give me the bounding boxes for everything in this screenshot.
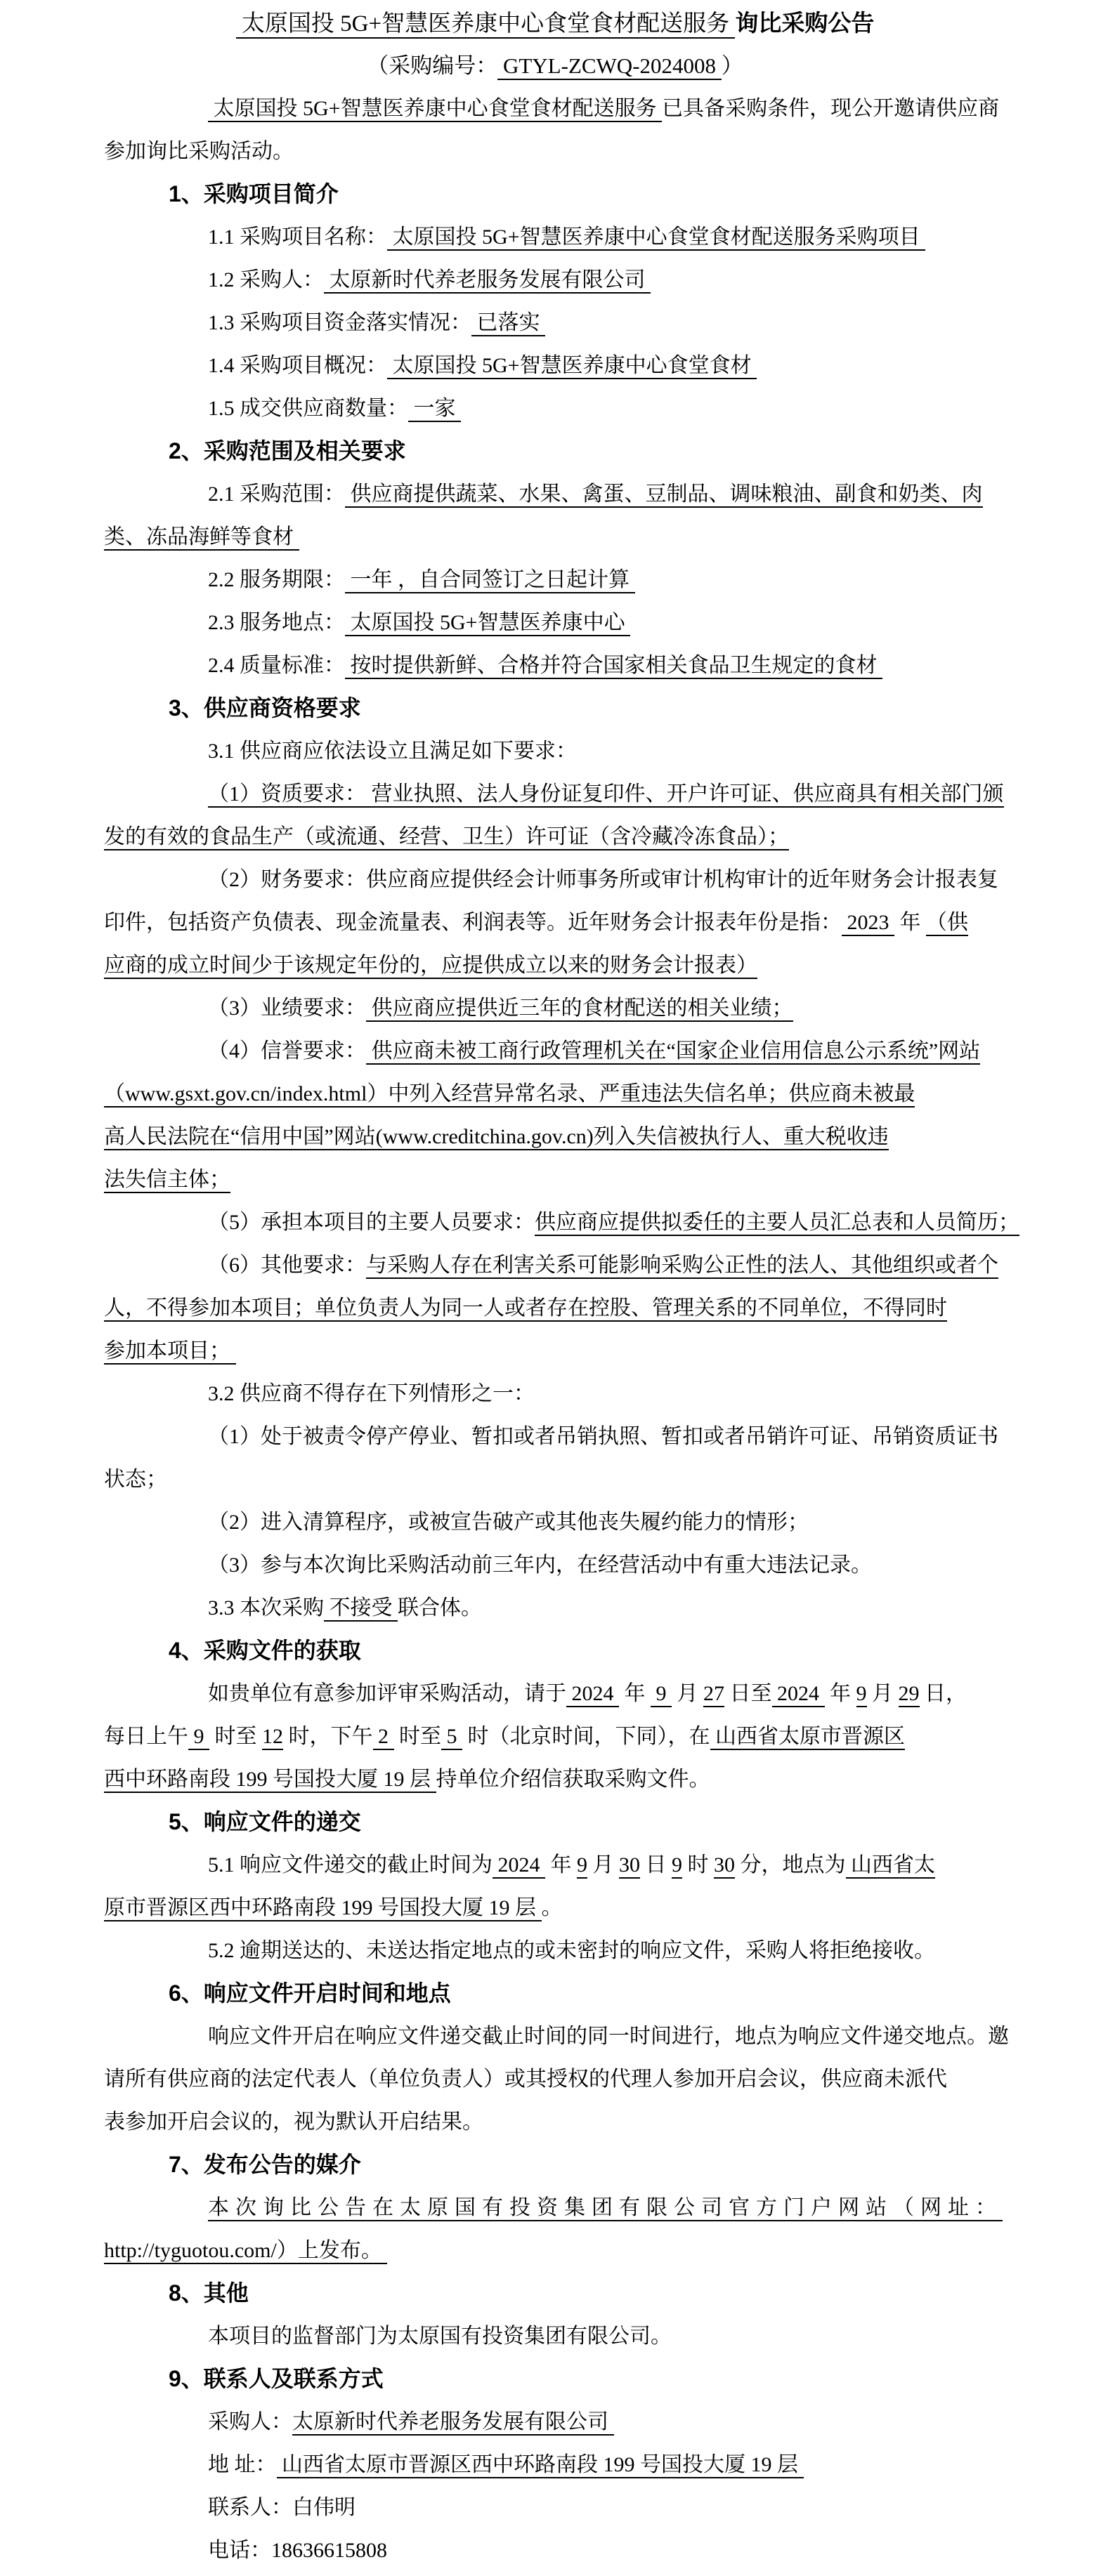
section-4-body: [104, 1758, 1006, 1801]
text-run: 9、联系人及联系方式: [169, 2366, 384, 2391]
text-run: 时，下午: [283, 1725, 373, 1748]
situation-3: [104, 1544, 1006, 1586]
text-run: 月: [866, 1682, 899, 1705]
text-run: 5.1 响应文件递交的截止时间为: [208, 1853, 493, 1877]
text-run: 2.2 服务期限：: [208, 568, 345, 591]
section-7-body: [104, 2229, 1006, 2272]
text-run: 年: [824, 1682, 856, 1705]
text-run: 1.5 成交供应商数量：: [208, 397, 408, 420]
filled-blank-text: 2024: [493, 1853, 545, 1879]
filled-blank-text: 原市晋源区西中环路南段 199 号国投大厦 19 层: [104, 1896, 542, 1921]
filled-blank-text: 2: [373, 1725, 394, 1750]
req-finance: [104, 901, 1006, 944]
filled-blank-text: 30: [714, 1853, 735, 1879]
text-run: 分，地点为: [735, 1853, 846, 1877]
req-credit: [104, 1115, 1006, 1158]
intro-paragraph: [104, 130, 1006, 173]
req-other: [104, 1287, 1006, 1329]
situation-1: [104, 1415, 1006, 1458]
text-run: 2、采购范围及相关要求: [169, 438, 406, 464]
filled-blank-text: 5: [441, 1725, 462, 1750]
filled-blank-text: 9: [188, 1725, 209, 1750]
text-run: （6）其他要求：: [208, 1254, 366, 1277]
text-run: 年: [894, 911, 926, 934]
text-run: （2）进入清算程序，或被宣告破产或其他丧失履约能力的情形；: [208, 1511, 809, 1534]
filled-blank-text: 太原国投 5G+智慧医养康中心食堂食材配送服务采购项目: [387, 225, 925, 251]
heading-2: [104, 430, 1006, 473]
section-7-body: [104, 2186, 1006, 2229]
contact-purchaser: [104, 2400, 1006, 2443]
text-run: 5、响应文件的递交: [169, 1809, 361, 1834]
filled-blank-text: 按时提供新鲜、合格并符合国家相关食品卫生规定的食材: [345, 654, 882, 679]
text-run: 时: [682, 1853, 714, 1877]
item-2-1: [104, 473, 1006, 515]
text-run: 已具备采购条件，现公开邀请供应商: [662, 97, 1000, 120]
text-run: 1、采购项目简介: [169, 181, 339, 206]
text-run: 2.3 服务地点：: [208, 611, 345, 634]
text-run: 8、其他: [169, 2280, 249, 2306]
req-qualification: [104, 773, 1006, 815]
section-6-body: [104, 2101, 1006, 2143]
filled-blank-text: 法失信主体；: [104, 1168, 230, 1193]
req-credit: [104, 1158, 1006, 1201]
item-1-4: [104, 344, 1006, 387]
item-2-2: [104, 558, 1006, 601]
filled-blank-text: 参加本项目；: [104, 1339, 236, 1365]
doc-title: [104, 1, 1006, 44]
filled-blank-text: 人，不得参加本项目；单位负责人为同一人或者存在控股、管理关系的不同单位，不得同时: [104, 1296, 947, 1322]
procurement-number-line: [104, 44, 1006, 87]
item-2-3: [104, 601, 1006, 644]
text-run: （1）处于被责令停产停业、暂扣或者吊销执照、暂扣或者吊销许可证、吊销资质证书: [208, 1425, 998, 1448]
req-finance: [104, 944, 1006, 987]
filled-blank-text: 太原新时代养老服务发展有限公司: [324, 268, 651, 294]
text-run: 询比采购公告: [735, 10, 875, 36]
contact-person: [104, 2486, 1006, 2529]
text-run: 月: [587, 1853, 619, 1877]
heading-4: [104, 1629, 1006, 1672]
req-credit: [104, 1072, 1006, 1115]
filled-blank-text: 与采购人存在利害关系可能影响采购公正性的法人、其他组织或者个: [366, 1254, 998, 1279]
text-run: 时（北京时间，下同），在: [462, 1725, 710, 1748]
heading-1: [104, 173, 1006, 216]
text-run: 持单位介绍信获取采购文件。: [436, 1768, 710, 1791]
text-run: 时至: [209, 1725, 262, 1748]
filled-blank-text: 山西省太原市晋源区: [710, 1725, 906, 1750]
text-run: 电话：18636615808: [208, 2539, 387, 2562]
section-8-body: [104, 2315, 1006, 2358]
filled-blank-text: 太原国投 5G+智慧医养康中心: [345, 611, 630, 636]
filled-blank-text: 太原国投 5G+智慧医养康中心食堂食材配送服务: [236, 11, 736, 39]
req-personnel: [104, 1201, 1019, 1244]
text-run: 每日上午: [104, 1725, 188, 1748]
filled-blank-text: （www.gsxt.gov.cn/index.html）中列入经营异常名录、严重违法失信名单；供应商未被最: [104, 1082, 915, 1108]
heading-9: [104, 2358, 1006, 2400]
item-1-5: [104, 387, 1006, 430]
item-5-1: [104, 1886, 1006, 1929]
text-run: 采购人：: [208, 2410, 292, 2433]
item-2-1: [104, 515, 1006, 558]
text-run: 1.2 采购人：: [208, 268, 324, 291]
req-other: [104, 1244, 1006, 1287]
text-run: 请所有供应商的法定代表人（单位负责人）或其授权的代理人参加开启会议，供应商未派代: [104, 2068, 947, 2091]
filled-blank-text: 西中环路南段 199 号国投大厦 19 层: [104, 1768, 436, 1793]
text-run: ）: [721, 53, 743, 78]
text-run: 。: [541, 1896, 563, 1919]
filled-blank-text: 9: [651, 1682, 672, 1707]
filled-blank-text: http://tyguotou.com/）上发布。: [104, 2239, 387, 2264]
filled-blank-text: 供应商提供蔬菜、水果、禽蛋、豆制品、调味粮油、副食和奶类、肉: [345, 482, 983, 508]
filled-blank-text: 已落实: [471, 311, 545, 336]
heading-3: [104, 687, 1006, 730]
text-run: 3.2 供应商不得存在下列情形之一：: [208, 1382, 535, 1405]
text-run: 7、发布公告的媒介: [169, 2152, 361, 2177]
filled-blank-text: 供应商应提供近三年的食材配送的相关业绩；: [366, 997, 793, 1022]
item-2-4: [104, 644, 1006, 687]
heading-7: [104, 2143, 1006, 2186]
section-4-body: [104, 1715, 1006, 1758]
heading-8: [104, 2272, 1006, 2315]
text-run: （2）财务要求：供应商应提供经会计师事务所或审计机构审计的近年财务会计报表复: [208, 868, 998, 891]
filled-blank-text: 9: [856, 1682, 867, 1707]
heading-6: [104, 1972, 1006, 2015]
filled-blank-text: 12: [262, 1725, 283, 1750]
text-run: （4）信誉要求：: [208, 1039, 366, 1063]
text-run: 联合体。: [398, 1596, 482, 1619]
text-run: 日至: [724, 1682, 772, 1705]
filled-blank-text: 2024: [566, 1682, 619, 1707]
situation-1: [104, 1458, 1006, 1501]
filled-blank-text: 应商的成立时间少于该规定年份的，应提供成立以来的财务会计报表）: [104, 954, 757, 979]
text-run: 2.4 质量标准：: [208, 654, 345, 677]
filled-blank-text: 发的有效的食品生产（或流通、经营、卫生）许可证（含冷藏冷冻食品）；: [104, 825, 789, 850]
filled-blank-text: 太原国投 5G+智慧医养康中心食堂食材: [387, 354, 757, 379]
text-run: 3、供应商资格要求: [169, 695, 361, 721]
item-5-1: [104, 1844, 1006, 1886]
text-run: 时至: [393, 1725, 441, 1748]
filled-blank-text: 供应商未被工商行政管理机关在“国家企业信用信息公示系统”网站: [366, 1039, 980, 1065]
item-3-2: [104, 1372, 1006, 1415]
text-run: 联系人：白伟明: [208, 2496, 356, 2519]
text-run: 5.2 逾期送达的、未送达指定地点的或未密封的响应文件，采购人将拒绝接收。: [208, 1939, 935, 1962]
situation-2: [104, 1501, 1006, 1544]
text-run: 印件，包括资产负债表、现金流量表、利润表等。近年财务会计报表年份是指：: [104, 911, 842, 934]
text-run: （3）参与本次询比采购活动前三年内，在经营活动中有重大违法记录。: [208, 1553, 872, 1577]
filled-blank-text: 30: [619, 1853, 640, 1879]
item-1-3: [104, 301, 1006, 344]
filled-blank-text: 一年 ，自合同签订之日起计算: [345, 568, 635, 593]
req-performance: [104, 987, 1006, 1030]
filled-blank-text: 2024: [772, 1682, 825, 1707]
text-run: 1.4 采购项目概况：: [208, 354, 387, 377]
item-3-3: [104, 1586, 1006, 1629]
filled-blank-text: 山西省太: [846, 1853, 936, 1879]
text-run: 日: [640, 1853, 672, 1877]
req-qualification: [104, 815, 1006, 858]
filled-blank-text: （1）资质要求： 营业执照、法人身份证复印件、开户许可证、供应商具有相关部门颁: [208, 782, 1004, 808]
text-run: 3.1 供应商应依法设立且满足如下要求：: [208, 740, 577, 763]
filled-blank-text: （供: [926, 911, 968, 936]
text-run: （采购编号：: [367, 53, 498, 78]
contact-address: [104, 2443, 1006, 2486]
document-content: [104, 1, 1019, 2572]
filled-blank-text: GTYL-ZCWQ-2024008: [497, 53, 722, 80]
text-run: 3.3 本次采购: [208, 1596, 324, 1619]
req-other: [104, 1329, 1006, 1372]
filled-blank-text: 高人民法院在“信用中国”网站(www.creditchina.gov.cn)列入失信被执行人、重大税收违: [104, 1125, 889, 1150]
text-run: 地 址：: [208, 2453, 277, 2476]
contact-phone: [104, 2529, 1006, 2572]
text-run: 日，: [919, 1682, 967, 1705]
filled-blank-text: 类、冻品海鲜等食材: [104, 525, 299, 551]
text-run: 本项目的监督部门为太原国有投资集团有限公司。: [208, 2325, 672, 2348]
text-run: （3）业绩要求：: [208, 997, 366, 1020]
filled-blank-text: 29: [899, 1682, 920, 1707]
filled-blank-text: 本次询比公告在太原国有投资集团有限公司官方门户网站（网址：: [208, 2196, 1003, 2221]
filled-blank-text: 不接受: [324, 1596, 398, 1622]
filled-blank-text: 9: [577, 1853, 587, 1879]
filled-blank-text: 山西省太原市晋源区西中环路南段 199 号国投大厦 19 层: [277, 2453, 804, 2478]
filled-blank-text: 太原新时代养老服务发展有限公司: [292, 2410, 614, 2436]
filled-blank-text: 供应商应提供拟委任的主要人员汇总表和人员简历；: [535, 1211, 1019, 1236]
item-3-1: [104, 730, 1006, 773]
text-run: 年: [619, 1682, 651, 1705]
text-run: 6、响应文件开启时间和地点: [169, 1980, 451, 2006]
section-4-body: [104, 1672, 1006, 1715]
text-run: 1.1 采购项目名称：: [208, 225, 387, 249]
section-6-body: [104, 2058, 1006, 2101]
text-run: 状态；: [104, 1468, 167, 1491]
text-run: 月: [672, 1682, 703, 1705]
text-run: 4、采购文件的获取: [169, 1638, 361, 1663]
text-run: 年: [545, 1853, 577, 1877]
heading-5: [104, 1801, 1006, 1844]
text-run: （5）承担本项目的主要人员要求：: [208, 1211, 535, 1234]
item-5-2: [104, 1929, 1006, 1972]
text-run: 响应文件开启在响应文件递交截止时间的同一时间进行，地点为响应文件递交地点。邀: [208, 2025, 1009, 2048]
filled-blank-text: 27: [703, 1682, 724, 1707]
text-run: 如贵单位有意参加评审采购活动，请于: [208, 1682, 566, 1705]
filled-blank-text: 9: [672, 1853, 682, 1879]
section-6-body: [104, 2015, 1009, 2058]
item-1-1: [104, 216, 1006, 258]
req-finance: [104, 858, 1006, 901]
intro-paragraph: [104, 87, 1006, 130]
item-1-2: [104, 258, 1006, 301]
text-run: 1.3 采购项目资金落实情况：: [208, 311, 471, 334]
req-credit: [104, 1030, 1006, 1072]
text-run: 2.1 采购范围：: [208, 482, 345, 506]
filled-blank-text: 一家: [408, 397, 461, 422]
filled-blank-text: 太原国投 5G+智慧医养康中心食堂食材配送服务: [208, 97, 662, 122]
text-run: 参加询比采购活动。: [104, 140, 294, 163]
text-run: 表参加开启会议的，视为默认开启结果。: [104, 2110, 483, 2134]
filled-blank-text: 2023: [842, 911, 894, 936]
